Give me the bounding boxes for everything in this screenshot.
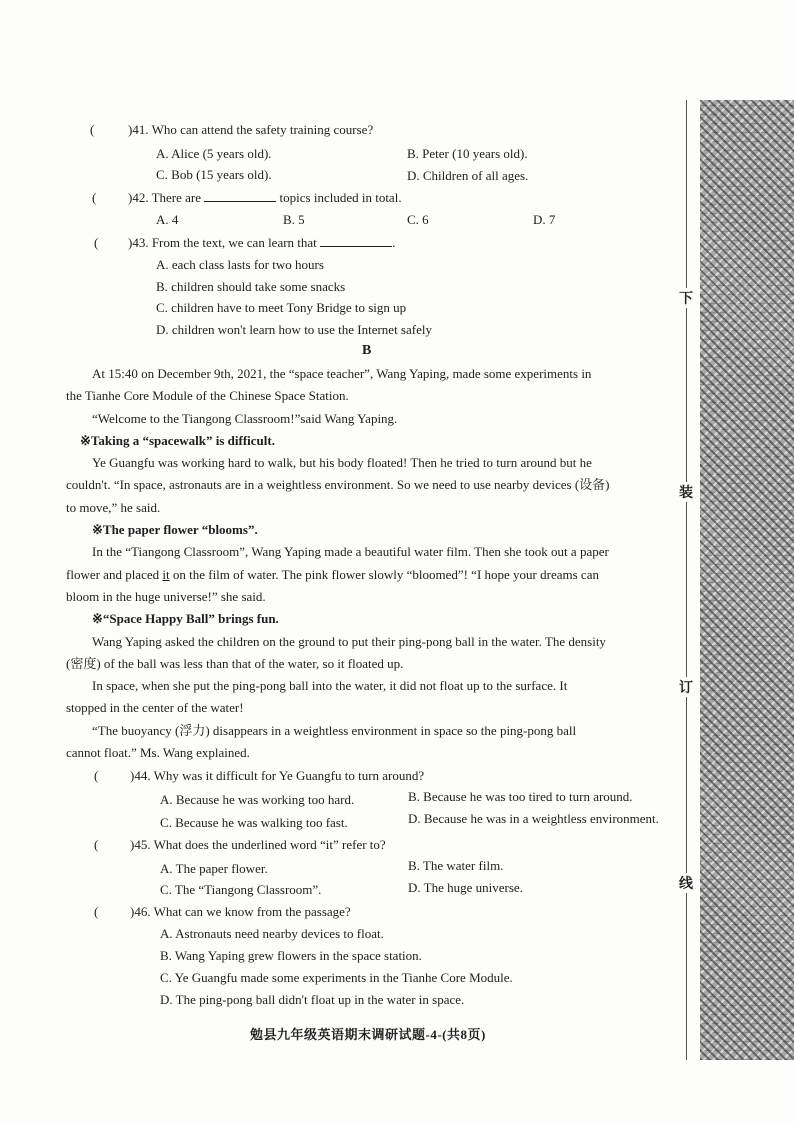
passage-line: (密度) of the ball was less than that of the water, so it floated up. (66, 655, 404, 671)
binding-char: 装 (675, 482, 697, 502)
answer-paren: ( (94, 768, 99, 783)
binding-char: 下 (675, 288, 697, 308)
passage-heading: ※“Space Happy Ball” brings fun. (92, 611, 279, 627)
passage-line: Ye Guangfu was working hard to walk, but his body floated! Then he tried to turn around but he (92, 455, 592, 471)
passage-line: At 15:40 on December 9th, 2021, the “space teacher”, Wang Yaping, made some experiments in (92, 366, 592, 381)
option-46-d: D. The ping-pong ball didn't float up in the water in space. (160, 992, 465, 1007)
answer-paren: ( (92, 190, 97, 205)
option-46-b: B. Wang Yaping grew flowers in the space station. (160, 948, 422, 963)
passage-line: In the “Tiangong Classroom”, Wang Yaping made a beautiful water film. Then she took out a paper (92, 544, 609, 560)
passage-line: the Tianhe Core Module of the Chinese Space Station. (66, 388, 349, 404)
option-43-d: D. children won't learn how to use the Internet safely (156, 322, 432, 337)
passage-line: “The buoyancy (浮力) disappears in a weightless environment in space so the ping-pong ball (92, 722, 577, 738)
option-43-a: A. each class lasts for two hours (156, 257, 324, 272)
option-43-c: C. children have to meet Tony Bridge to sign up (156, 300, 407, 315)
passage-line: “Welcome to the Tiangong Classroom!”said Wang Yaping. (92, 410, 398, 426)
passage-line: cannot float.” Ms. Wang explained. (66, 745, 250, 761)
passage-text: flower and placed (66, 566, 163, 582)
question-42 (128, 190, 402, 206)
question-42-text: )42. There are (128, 190, 202, 205)
option-43-b: B. children should take some snacks (156, 279, 346, 294)
option-44-d: D. Because he was in a weightless environment. (408, 811, 659, 826)
passage-line: stopped in the center of the water! (66, 700, 244, 716)
question-43 (128, 235, 395, 251)
fill-blank (320, 236, 392, 247)
binding-cut-line (686, 100, 687, 1060)
passage-line (66, 564, 670, 586)
question-41: )41. Who can attend the safety training course? (128, 122, 374, 137)
option-45-d: D. The huge universe. (408, 880, 523, 895)
option-42-b: B. 5 (283, 212, 305, 227)
binding-margin-pattern (700, 100, 794, 1060)
passage-line: to move,” he said. (66, 499, 161, 515)
passage-b (66, 363, 670, 764)
question-45: )45. What does the underlined word “it” refer to? (130, 837, 386, 852)
passage-line: couldn't. “In space, astronauts are in a weightless environment. So we need to use nearby devices (设备) (66, 477, 610, 493)
fill-blank (204, 191, 276, 202)
option-42-d: D. 7 (533, 212, 556, 227)
passage-line: Wang Yaping asked the children on the ground to put their ping-pong ball in the water. The density (92, 633, 606, 649)
section-b-title: B (362, 343, 372, 358)
question-42-text-end: topics included in total. (279, 190, 402, 205)
option-41-d: D. Children of all ages. (407, 168, 529, 183)
answer-paren: ( (90, 122, 95, 137)
page-footer: 勉县九年级英语期末调研试题-4-(共8页) (250, 1027, 486, 1042)
option-45-b: B. The water film. (408, 858, 504, 873)
binding-char: 线 (675, 873, 697, 893)
passage-heading: ※The paper flower “blooms”. (92, 522, 258, 538)
option-45-c: C. The “Tiangong Classroom”. (160, 882, 322, 897)
option-46-a: A. Astronauts need nearby devices to float. (160, 926, 384, 941)
question-46: )46. What can we know from the passage? (130, 904, 351, 919)
option-42-c: C. 6 (407, 212, 429, 227)
passage-text: on the film of water. The pink flower slowly “bloomed”! “I hope your dreams can (169, 566, 599, 582)
passage-line: In space, when she put the ping-pong ball into the water, it did not float up to the surface. It (92, 678, 568, 694)
question-43-text-end: . (392, 235, 396, 250)
option-41-c: C. Bob (15 years old). (156, 167, 272, 182)
option-45-a: A. The paper flower. (160, 861, 268, 876)
question-43-text: )43. From the text, we can learn that (128, 235, 317, 250)
passage-heading: ※Taking a “spacewalk” is difficult. (80, 432, 275, 448)
option-41-a: A. Alice (5 years old). (156, 146, 272, 161)
passage-line: bloom in the huge universe!” she said. (66, 588, 266, 604)
answer-paren: ( (94, 235, 99, 250)
option-46-c: C. Ye Guangfu made some experiments in the Tianhe Core Module. (160, 970, 513, 985)
option-44-c: C. Because he was walking too fast. (160, 815, 348, 830)
option-44-a: A. Because he was working too hard. (160, 792, 355, 807)
option-44-b: B. Because he was too tired to turn around. (408, 789, 633, 804)
option-41-b: B. Peter (10 years old). (407, 146, 528, 161)
underlined-word-it: it (162, 566, 170, 582)
answer-paren: ( (94, 904, 99, 919)
option-42-a: A. 4 (156, 212, 179, 227)
binding-char: 订 (675, 677, 697, 697)
question-44: )44. Why was it difficult for Ye Guangfu to turn around? (130, 768, 425, 783)
answer-paren: ( (94, 837, 99, 852)
